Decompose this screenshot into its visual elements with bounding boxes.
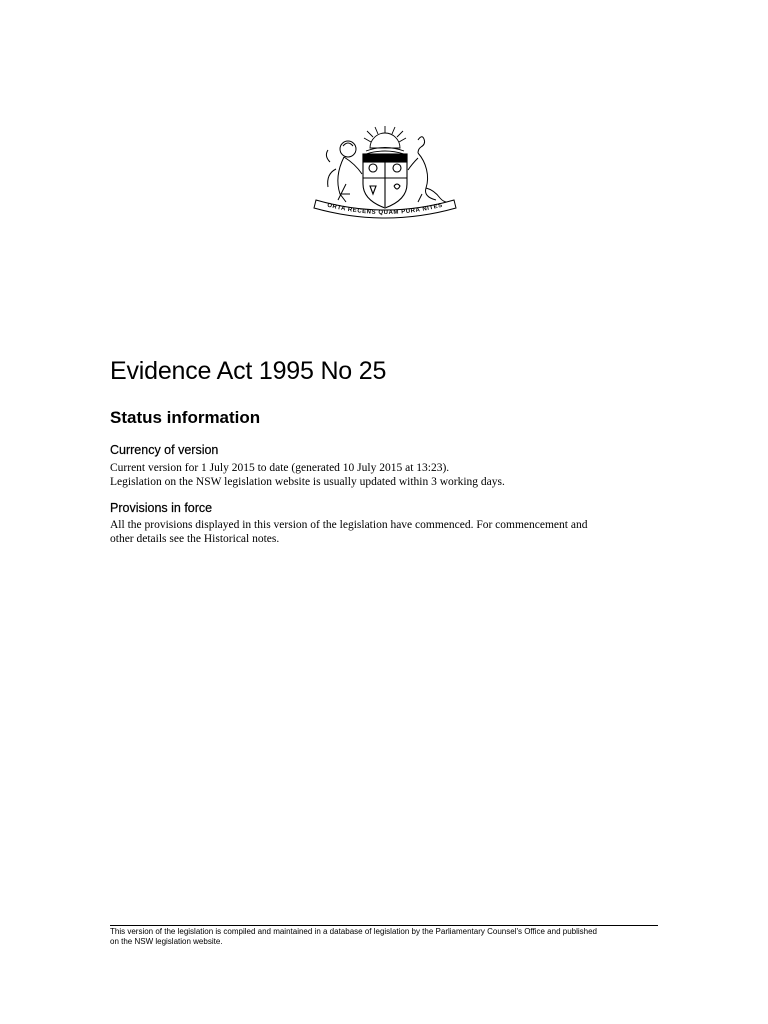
nsw-coat-of-arms [310,124,460,224]
currency-line: Current version for 1 July 2015 to date (generated 10 July 2015 at 13:23). [110,462,450,474]
lion-icon [326,141,362,202]
currency-line: Legislation on the NSW legislation website is usually updated within 3 working days. [110,476,505,488]
provisions-line: All the provisions displayed in this version of the legislation have commenced. For commencement and [110,519,588,531]
provisions-line: other details see the Historical notes. [110,533,280,545]
act-title: Evidence Act 1995 No 25 [110,357,387,385]
svg-text:ORTA RECENS QUAM PURA NITES: ORTA RECENS QUAM PURA NITES [326,202,444,217]
footer-line: on the NSW legislation website. [110,937,223,946]
footer-divider [110,925,658,926]
provisions-in-force-text [110,518,670,546]
provisions-in-force-heading: Provisions in force [110,501,213,515]
kangaroo-icon [408,137,450,202]
currency-of-version-heading: Currency of version [110,443,219,457]
footer-note [110,927,670,947]
footer-line: This version of the legislation is compiled and maintained in a database of legislation by the Parliamentary Counsel's Office and published [110,927,597,936]
rising-sun-icon [364,126,406,154]
shield-icon [363,154,407,208]
status-information-heading: Status information [110,408,261,427]
currency-of-version-text [110,461,670,489]
